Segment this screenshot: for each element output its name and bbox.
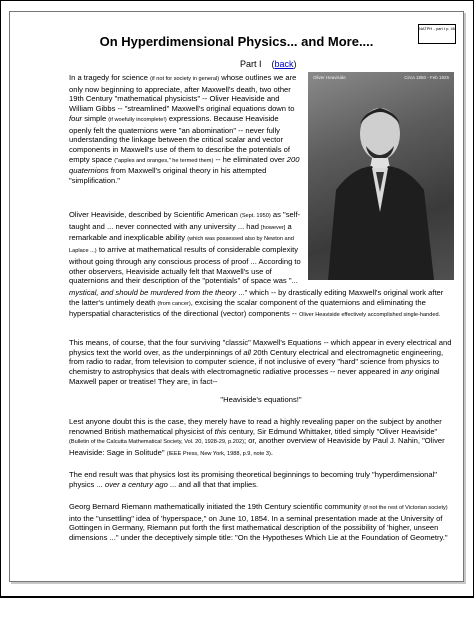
photo-caption-name: Oliver Heaviside: [313, 75, 346, 80]
paragraph-2: Oliver Heaviside, described by Scientific American (Sept. 1950) as "self-taught and ... never connected with any university ... had [however] a remarkable and inexplicable ability (which was possessed also by Newton and Laplace ...) to arrive at mathematical results of considerable complexity without going through any conscious process of proof ... According to other observers, Heaviside actually felt that Maxwell's use of quaternions and their description of the "potentials" of space was "...: [69, 210, 301, 286]
paragraph-4: Lest anyone doubt this is the case, they merely have to read a highly revealing paper on the subject by another renowned British mathematical physicist of this century, Sir Edmund Whittaker, titled simply "Oliver Heaviside" (Bulletin of the Calcutta Mathematical Society, Vol. 20, 1928-29, p.202); or, another overview of Heaviside by Paul J. Nahin, "Oliver Heaviside: Sage in Solitude" (IEEE Press, New York, 1988, p.9, note 3).: [69, 417, 445, 458]
paragraph-6: Georg Bernard Riemann mathematically initiated the 19th Century scientific community (if not the rest of Victorian society) into the "unsettling" idea of 'hyperspace," on June 10, 1854. In a seminal presentation made at the University of Gottingen in Germany, Riemann put forth the first mathematical description of the possibility of 'higher, unseen dimensions ..." under the deceptively simple title: "On the Hypotheses Which Lie at the Foundation of Geometry.": [69, 502, 448, 543]
paragraph-2-continued: mystical, and should be murdered from the theory ..." which -- by drastically editing Maxwell's original work after the latter's untimely death (from cancer), excising the scalar component of the quaternions and eliminating the hyperspatial characteristics of the directional (vector) components -- Oliver Heaviside effectively accomplished single-handed.: [69, 288, 444, 319]
paragraph-5: The end result was that physics lost its promising theoretical beginnings to becoming truly "hyperdimensional" physics ... over a century ago ... and all that that implies.: [69, 470, 437, 489]
quote-line: "Heaviside's equations!": [220, 395, 302, 404]
part-label: Part I: [240, 59, 262, 69]
portrait-figure: [308, 72, 454, 280]
photo-caption-dates: Circa 1850 - Feb 1925: [404, 75, 449, 80]
document-page: [9, 11, 464, 582]
paragraph-1: In a tragedy for science (if not for society in general) whose outlines we are only now beginning to appreciate, after Maxwell's death, two other 19th Century "mathematical physicists" -- Oliver Heaviside and William Gibbs -- "streamlined" Maxwell's original equations down to four simple (if woefully incomplete!) expressions. Because Heaviside openly felt the quaternions were "an abomination" -- never fully understanding the linkage between the critical scalar and vector components in Maxwell's use of them to describe the potentials of empty space ("apples and oranges," he termed them) -- he eliminated over 200 quaternions from Maxwell's original theory in his attempted "simplification.": [69, 73, 300, 186]
page-tag: NATPH - part I p. 46: [418, 24, 456, 44]
page-title: On Hyperdimensional Physics... and More....: [99, 34, 374, 49]
back-link[interactable]: back: [274, 59, 294, 69]
part-line: Part I (back): [240, 59, 297, 69]
portrait-photo: [308, 72, 454, 280]
paragraph-3: This means, of course, that the four surviving "classic" Maxwell's Equations -- which appear in every electrical and physics text the world over, as the underpinnings of all 20th Century electrical and electromagnetic engineering, from radio to radar, from television to computer science, if not inclusive of every "hard" science from physics to chemistry to astrophysics that deals with electromagnetic radiative processes -- never appeared in any original Maxwell paper or treatise! They are, in fact--: [69, 338, 452, 386]
